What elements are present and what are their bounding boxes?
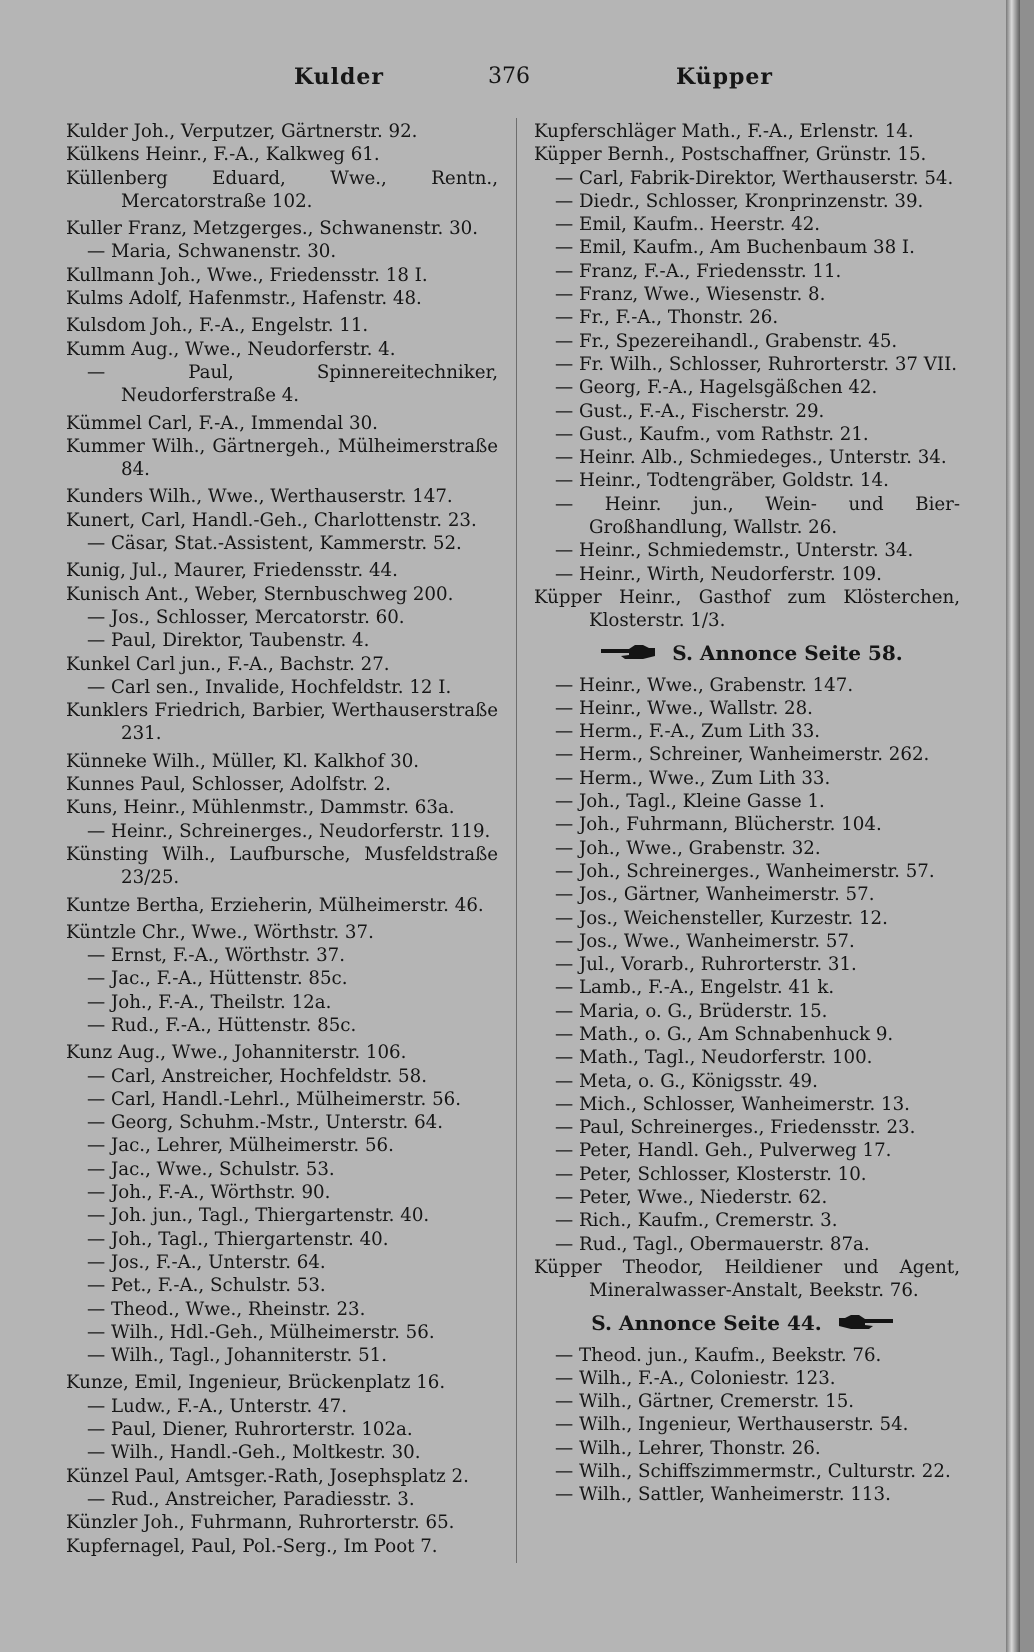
header-right-keyword: Küpper [676,64,773,90]
directory-entry: — Wilh., Hdl.-Geh., Mülheimerstr. 56. [87,1321,435,1343]
directory-entry: — Heinr., Schmiedemstr., Unterstr. 34. [555,540,914,562]
directory-entry: Kulder Joh., Verputzer, Gärtnerstr. 92. [66,121,418,142]
directory-entry: Kunklers Friedrich, Barbier, Werthauserstraße 231. [66,700,498,745]
directory-entry: Künzel Paul, Amtsger.-Rath, Josephsplatz 2. [66,1465,469,1487]
directory-entry: — Jos., F.-A., Unterstr. 64. [87,1251,326,1273]
directory-entry: — Rud., F.-A., Hüttenstr. 85c. [87,1014,357,1036]
directory-entry: Kulsdom Joh., F.-A., Engelstr. 11. [66,315,369,337]
pointing-hand-icon [837,1311,895,1337]
right-column [534,120,960,1507]
directory-entry: Kunze, Emil, Ingenieur, Brückenplatz 16. [66,1372,446,1394]
directory-entry: — Georg, Schuhm.-Mstr., Unterstr. 64. [87,1112,444,1134]
annonce-notice-1 [534,640,960,666]
directory-entry: — Carl, Fabrik-Direktor, Werthauserstr. 54. [555,167,954,189]
directory-entry: — Jos., Schlosser, Mercatorstr. 60. [87,606,405,628]
directory-entry: Kulms Adolf, Hafenmstr., Hafenstr. 48. [66,288,422,310]
directory-entry: Kupferschläger Math., F.-A., Erlenstr. 14. [534,121,914,142]
directory-entry: — Wilh., Lehrer, Thonstr. 26. [555,1437,821,1459]
directory-entry: Kunkel Carl jun., F.-A., Bachstr. 27. [66,653,390,675]
directory-entry: — Heinr., Wwe., Wallstr. 28. [555,697,813,719]
directory-entry: Küpper Bernh., Postschaffner, Grünstr. 15. [534,144,927,166]
directory-entry: — Jos., Wwe., Wanheimerstr. 57. [555,930,855,952]
directory-entry: — Fr. Wilh., Schlosser, Ruhrorterstr. 37 VII. [555,353,958,375]
directory-entry: — Joh., Tagl., Kleine Gasse 1. [555,791,825,813]
directory-entry: — Ernst, F.-A., Wörthstr. 37. [87,945,345,967]
directory-entry: — Diedr., Schlosser, Kronprinzenstr. 39. [555,190,924,212]
directory-entry: — Joh. jun., Tagl., Thiergartenstr. 40. [87,1205,430,1227]
directory-entry: — Joh., Schreinerges., Wanheimerstr. 57. [555,860,935,882]
directory-entry: Küpper Theodor, Heildiener und Agent, Mineralwasser-Anstalt, Beekstr. 76. [534,1256,960,1302]
directory-entry: Külkens Heinr., F.-A., Kalkweg 61. [66,144,380,166]
directory-entry: — Meta, o. G., Königsstr. 49. [555,1070,818,1092]
directory-entry: — Carl, Handl.-Lehrl., Mülheimerstr. 56. [87,1088,461,1110]
directory-entry: — Rud., Anstreicher, Paradiesstr. 3. [87,1488,415,1510]
directory-entry: — Peter, Handl. Geh., Pulverweg 17. [555,1140,892,1162]
directory-entry: — Heinr., Wwe., Grabenstr. 147. [555,674,854,696]
directory-entry: — Heinr. jun., Wein- und Bier-Großhandlung, Wallstr. 26. [555,493,960,539]
directory-entry: Kuller Franz, Metzgerges., Schwanenstr. 30. [66,218,479,240]
directory-entry: — Ludw., F.-A., Unterstr. 47. [87,1395,347,1417]
directory-entry: Künzler Joh., Fuhrmann, Ruhrorterstr. 65. [66,1512,455,1534]
directory-entry: — Wilh., Tagl., Johanniterstr. 51. [87,1345,388,1367]
directory-entry: — Peter, Wwe., Niederstr. 62. [555,1187,828,1209]
directory-entry: — Carl sen., Invalide, Hochfeldstr. 12 I. [87,676,452,698]
directory-entry: — Jos., Gärtner, Wanheimerstr. 57. [555,884,875,906]
directory-entry: — Maria, Schwanenstr. 30. [87,241,337,263]
directory-entry: Kunz Aug., Wwe., Johanniterstr. 106. [66,1042,407,1064]
directory-entry: — Herm., F.-A., Zum Lith 33. [555,721,821,743]
directory-entry: — Cäsar, Stat.-Assistent, Kammerstr. 52. [87,533,462,555]
directory-entry: Kunnes Paul, Schlosser, Adolfstr. 2. [66,774,391,796]
directory-entry: — Pet., F.-A., Schulstr. 53. [87,1275,326,1297]
directory-entry: — Franz, Wwe., Wiesenstr. 8. [555,284,826,306]
left-column [66,120,498,1558]
directory-entry: — Wilh., Schiffszimmermstr., Culturstr. 22. [555,1461,951,1483]
directory-entry: — Carl, Anstreicher, Hochfeldstr. 58. [87,1065,427,1087]
directory-entry: — Peter, Schlosser, Klosterstr. 10. [555,1163,867,1185]
directory-entry: Kuns, Heinr., Mühlenmstr., Dammstr. 63a. [66,797,455,819]
directory-entry: Kunisch Ant., Weber, Sternbuschweg 200. [66,583,454,605]
directory-entry: Kupfernagel, Paul, Pol.-Serg., Im Poot 7. [66,1535,438,1557]
directory-entry: — Maria, o. G., Brüderstr. 15. [555,1000,828,1022]
directory-entry: — Theod. jun., Kaufm., Beekstr. 76. [555,1344,882,1366]
page-header [64,64,964,104]
directory-entry: — Paul, Direktor, Taubenstr. 4. [87,630,370,652]
directory-entry: — Joh., Fuhrmann, Blücherstr. 104. [555,814,882,836]
directory-entry: Kunders Wilh., Wwe., Werthauserstr. 147. [66,486,453,508]
directory-entry: — Paul, Spinnereitechniker, Neudorferstraße 4. [87,361,498,407]
directory-entry: — Wilh., Gärtner, Cremerstr. 15. [555,1391,855,1413]
directory-entry: — Mich., Schlosser, Wanheimerstr. 13. [555,1093,910,1115]
directory-entry: Künneke Wilh., Müller, Kl. Kalkhof 30. [66,750,420,772]
directory-entry: — Fr., Spezereihandl., Grabenstr. 45. [555,330,898,352]
directory-entry: Küntzle Chr., Wwe., Wörthstr. 37. [66,921,374,943]
directory-entry: — Heinr., Wirth, Neudorferstr. 109. [555,563,882,585]
directory-entry: — Rud., Tagl., Obermauerstr. 87a. [555,1233,870,1255]
page-number: 376 [488,64,530,89]
directory-entry: — Wilh., F.-A., Coloniestr. 123. [555,1367,836,1389]
directory-entry: — Heinr. Alb., Schmiedeges., Unterstr. 34. [555,447,947,469]
directory-entry: — Paul, Diener, Ruhrorterstr. 102a. [87,1419,413,1441]
directory-entry: Kunig, Jul., Maurer, Friedensstr. 44. [66,560,398,582]
directory-entry: Küllenberg Eduard, Wwe., Rentn., Mercatorstraße 102. [66,167,498,212]
directory-entry: Kummer Wilh., Gärtnergeh., Mülheimerstraße 84. [66,435,498,481]
annonce-2-text: S. Annonce Seite 44. [591,1310,822,1335]
directory-entry: — Gust., F.-A., Fischerstr. 29. [555,400,825,422]
directory-entry: — Jul., Vorarb., Ruhrorterstr. 31. [555,954,857,976]
page-edge [1006,0,1020,1652]
directory-entry: — Heinr., Todtengräber, Goldstr. 14. [555,470,889,492]
pointing-hand-icon [599,641,657,667]
directory-entry: — Rich., Kaufm., Cremerstr. 3. [555,1210,838,1232]
directory-entry: — Wilh., Ingenieur, Werthauserstr. 54. [555,1414,909,1436]
right-column-bottom [534,1344,960,1507]
directory-entry: — Joh., F.-A., Wörthstr. 90. [87,1182,331,1204]
directory-entry: Kunert, Carl, Handl.-Geh., Charlottenstr. 23. [66,509,477,531]
directory-entry: — Herm., Wwe., Zum Lith 33. [555,767,831,789]
directory-entry: — Fr., F.-A., Thonstr. 26. [555,307,779,329]
directory-entry: — Lamb., F.-A., Engelstr. 41 k. [555,977,835,999]
directory-entry: — Joh., Tagl., Thiergartenstr. 40. [87,1228,389,1250]
directory-entry: — Emil, Kaufm.. Heerstr. 42. [555,214,821,236]
directory-entry: — Jac., Lehrer, Mülheimerstr. 56. [87,1135,394,1157]
right-column-middle [534,674,960,1303]
directory-entry: Kumm Aug., Wwe., Neudorferstr. 4. [66,338,396,360]
directory-entry: — Jac., Wwe., Schulstr. 53. [87,1158,335,1180]
directory-entry: Kümmel Carl, F.-A., Immendal 30. [66,412,378,434]
right-column-top [534,120,960,633]
directory-entry: — Gust., Kaufm., vom Rathstr. 21. [555,423,869,445]
directory-entry: — Franz, F.-A., Friedensstr. 11. [555,260,842,282]
annonce-1-text: S. Annonce Seite 58. [672,640,903,665]
directory-entry: — Math., o. G., Am Schnabenhuck 9. [555,1023,894,1045]
directory-entry: — Jos., Weichensteller, Kurzestr. 12. [555,907,888,929]
directory-entry: — Theod., Wwe., Rheinstr. 23. [87,1298,366,1320]
directory-entry: Kuntze Bertha, Erzieherin, Mülheimerstr. 46. [66,894,484,916]
directory-entry: Küpper Heinr., Gasthof zum Klösterchen, Klosterstr. 1/3. [534,586,960,632]
directory-entry: — Joh., Wwe., Grabenstr. 32. [555,837,821,859]
directory-entry: — Paul, Schreinerges., Friedensstr. 23. [555,1117,916,1139]
directory-entry: — Herm., Schreiner, Wanheimerstr. 262. [555,744,930,766]
directory-entry: — Jac., F.-A., Hüttenstr. 85c. [87,968,348,990]
directory-entry: — Math., Tagl., Neudorferstr. 100. [555,1047,873,1069]
directory-entry: — Joh., F.-A., Theilstr. 12a. [87,991,332,1013]
header-left-keyword: Kulder [294,64,384,90]
annonce-notice-2 [534,1310,960,1336]
directory-entry: — Wilh., Sattler, Wanheimerstr. 113. [555,1484,891,1506]
directory-entry: — Emil, Kaufm., Am Buchenbaum 38 I. [555,237,915,259]
directory-entry: — Heinr., Schreinerges., Neudorferstr. 119. [87,820,491,842]
directory-entry: — Georg, F.-A., Hagelsgäßchen 42. [555,377,878,399]
directory-entry: Künsting Wilh., Laufbursche, Musfeldstraße 23/25. [66,843,498,889]
directory-entry: — Wilh., Handl.-Geh., Moltkestr. 30. [87,1442,421,1464]
directory-entry: Kullmann Joh., Wwe., Friedensstr. 18 I. [66,264,428,286]
column-divider [516,118,517,1563]
